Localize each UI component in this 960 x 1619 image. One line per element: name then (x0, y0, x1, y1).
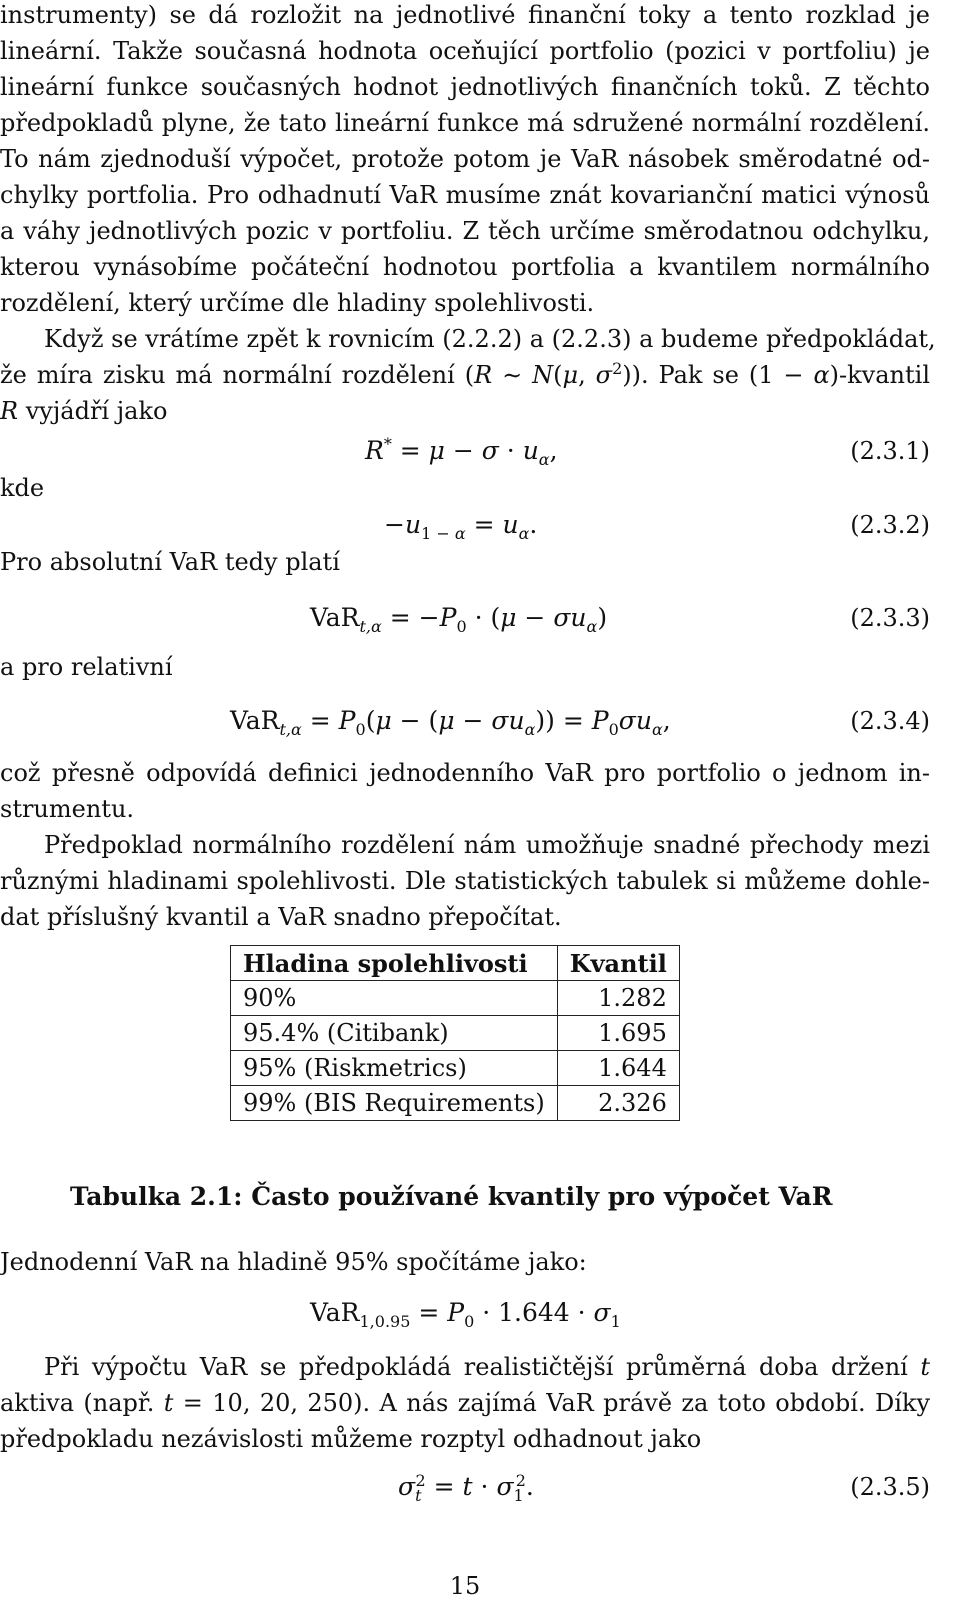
equation-2-3-4: $VaR_{t,\alpha} = P_0(\mu - (\mu - \sigma u_\alpha)) = P_0\sigma u_\alpha$, (230, 706, 671, 739)
table-header: Kvantil (557, 946, 679, 981)
table-cell: 90% (231, 981, 558, 1016)
table-row (231, 1086, 680, 1121)
page-number: 15 (449, 1572, 481, 1600)
table-cell: 99% (BIS Requirements) (231, 1086, 558, 1121)
table-row (231, 981, 680, 1016)
text-line: Jednodenní VaR na hladině 95% spočítáme jako: (0, 1248, 587, 1276)
text-line: chylky portfolia. Pro odhadnutí VaR musíme znát kovarianční matici výnosů (0, 181, 930, 209)
equation-2-3-3: $VaR_{t,\alpha} = -P_0 \cdot (\mu - \sigma u_\alpha)$ (310, 603, 608, 636)
equation-var-95: $VaR_{1,0.95} = P_0 \cdot 1.644 \cdot \sigma_1$ (310, 1298, 621, 1331)
table-row (231, 1016, 680, 1051)
table-cell: 1.644 (557, 1051, 679, 1086)
text-line: dat příslušný kvantil a VaR snadno přepočítat. (0, 903, 562, 931)
text-line: lineární. Takže současná hodnota oceňující portfolio (pozici v portfoliu) je (0, 37, 930, 65)
text-line: předpokladů plyne, že tato lineární funkce má sdružené normální rozdělení. (0, 109, 930, 137)
equation-number: (2.3.1) (850, 437, 930, 465)
text-line: a pro relativní (0, 653, 173, 681)
equation-number: (2.3.2) (850, 511, 930, 539)
text-line: Předpoklad normálního rozdělení nám umožňuje snadné přechody mezi (44, 831, 930, 859)
text-line: což přesně odpovídá definici jednodenního VaR pro portfolio o jednom in- (0, 759, 930, 787)
text-line: kterou vynásobíme počáteční hodnotou portfolia a kvantilem normálního (0, 253, 930, 281)
text-line: instrumenty) se dá rozložit na jednotlivé finanční toky a tento rozklad je (0, 1, 930, 29)
table-cell: 1.695 (557, 1016, 679, 1051)
equation-number: (2.3.3) (850, 604, 930, 632)
table-cell: 95.4% (Citibank) (231, 1016, 558, 1051)
text-line: R vyjádří jako (0, 397, 168, 425)
equation-2-3-5: $\sigma_t^2 = t \cdot \sigma_1^2$. (398, 1470, 534, 1505)
text-line: rozdělení, který určíme dle hladiny spolehlivosti. (0, 289, 595, 317)
text-line: aktiva (např. t = 10, 20, 250). A nás zajímá VaR právě za toto období. Díky (0, 1389, 930, 1417)
text-line: že míra zisku má normální rozdělení (R ∼ N(μ, $\sigma^2$)). Pak se (1 − α)-kvantil (0, 359, 930, 389)
text-line: To nám zjednoduší výpočet, protože potom je VaR násobek směrodatné od- (0, 145, 930, 173)
text-line: kde (0, 474, 45, 502)
equation-number: (2.3.4) (850, 707, 930, 735)
equation-2-3-2: $-u_{1 - \alpha} = u_\alpha$. (384, 510, 538, 543)
text-line: různými hladinami spolehlivosti. Dle statistických tabulek si můžeme dohle- (0, 867, 930, 895)
table-cell: 95% (Riskmetrics) (231, 1051, 558, 1086)
text-line: předpokladu nezávislosti můžeme rozptyl odhadnout jako (0, 1425, 702, 1453)
text-line: Pro absolutní VaR tedy platí (0, 548, 340, 576)
text-line: lineární funkce současných hodnot jednotlivých finančních toků. Z těchto (0, 73, 930, 101)
text-line: Když se vrátíme zpět k rovnicím (2.2.2) a (2.2.3) a budeme předpokládat, (44, 325, 936, 353)
text-line: Při výpočtu VaR se předpokládá realističtější průměrná doba držení t (44, 1353, 930, 1381)
table-header: Hladina spolehlivosti (231, 946, 558, 981)
table-cell: 2.326 (557, 1086, 679, 1121)
table-cell: 1.282 (557, 981, 679, 1016)
text-line: strumentu. (0, 795, 135, 823)
equation-2-3-1: $R^* = \mu - \sigma \cdot u_\alpha$, (365, 434, 558, 469)
equation-number: (2.3.5) (850, 1473, 930, 1501)
quantile-table (230, 945, 680, 1121)
table-row (231, 1051, 680, 1086)
table-caption: Tabulka 2.1: Často používané kvantily pro výpočet VaR (70, 1182, 833, 1211)
table-header-row (231, 946, 680, 981)
text-line: a váhy jednotlivých pozic v portfoliu. Z těch určíme směrodatnou odchylku, (0, 217, 930, 245)
